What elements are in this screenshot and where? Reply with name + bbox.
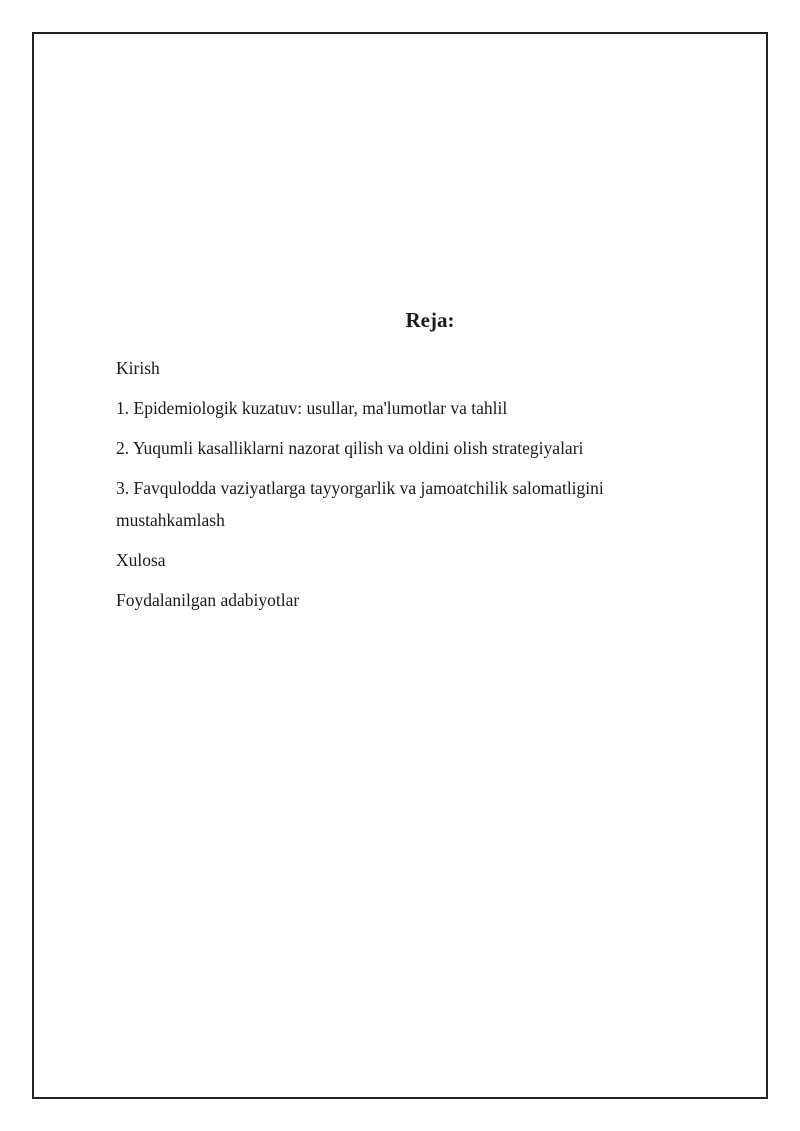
page-frame bbox=[32, 32, 768, 1099]
toc-item-section-2: 2. Yuqumli kasalliklarni nazorat qilish va oldini olish strategiyalari bbox=[116, 438, 584, 458]
toc-item-section-1: 1. Epidemiologik kuzatuv: usullar, ma'lumotlar va tahlil bbox=[116, 398, 508, 418]
toc-item-introduction: Kirish bbox=[116, 358, 160, 378]
table-of-contents bbox=[116, 352, 676, 624]
toc-item-section-3: 3. Favqulodda vaziyatlarga tayyorgarlik va jamoatchilik salomatligini mustahkamlash bbox=[116, 478, 604, 530]
page-title: Reja: bbox=[405, 308, 455, 332]
toc-item-references: Foydalanilgan adabiyotlar bbox=[116, 590, 300, 610]
toc-item-conclusion: Xulosa bbox=[116, 550, 166, 570]
